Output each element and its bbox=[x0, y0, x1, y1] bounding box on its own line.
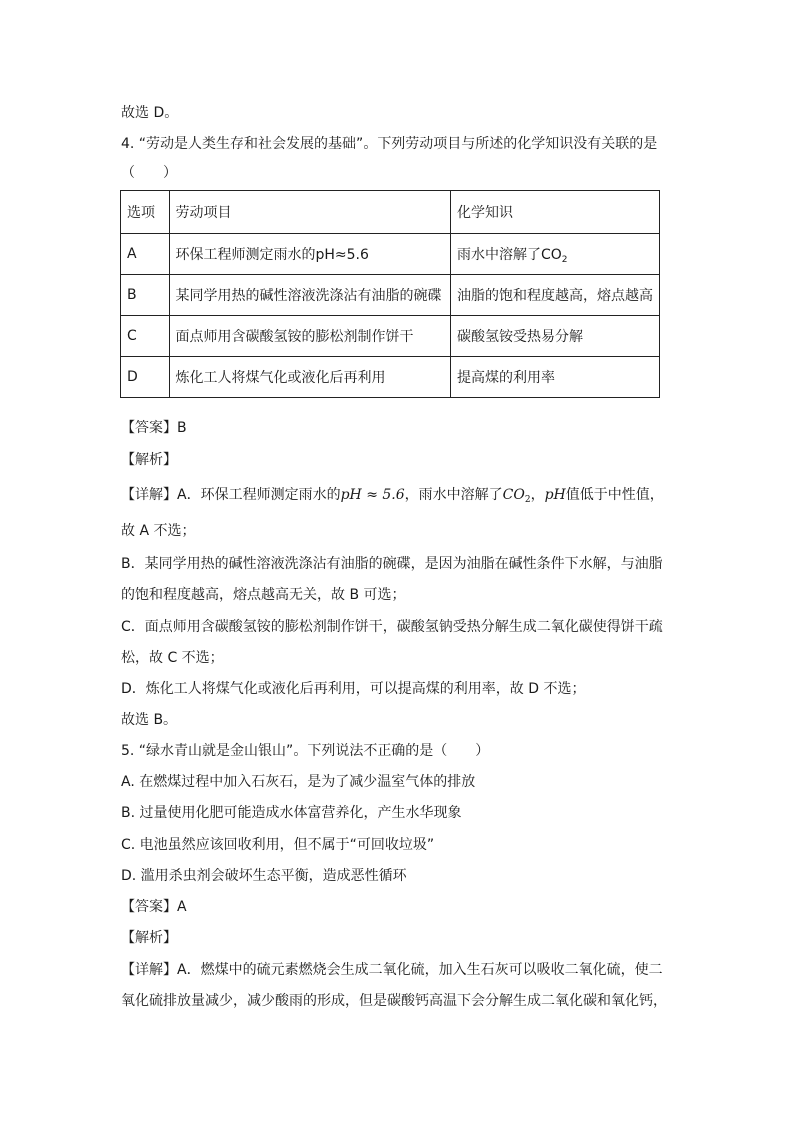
row-option: B bbox=[121, 275, 170, 316]
table-row bbox=[121, 234, 660, 275]
question-4-detail-d: D．炼化工人将煤气化或液化后再利用，可以提高煤的利用率，故 D 不选； bbox=[121, 681, 586, 697]
question-4-analysis-label: 【解析】 bbox=[121, 452, 177, 468]
row-option: C bbox=[121, 316, 170, 357]
header-chem-knowledge: 化学知识 bbox=[451, 191, 660, 234]
question-5-option-c: C. 电池虽然应该回收利用，但不属于“可回收垃圾” bbox=[121, 837, 435, 853]
question-5-analysis-label: 【解析】 bbox=[121, 930, 177, 946]
question-5-detail: 【详解】A．燃煤中的硫元素燃烧会生成二氧化硫，加入生石灰可以吸收二氧化硫，使二 bbox=[121, 962, 663, 978]
question-4-answer-bracket: （ ） bbox=[121, 165, 177, 181]
question-4-detail-c-cont: 松，故 C 不选； bbox=[121, 650, 224, 666]
question-5-option-b: B. 过量使用化肥可能造成水体富营养化，产生水华现象 bbox=[121, 805, 462, 821]
question-4-answer: 【答案】B bbox=[121, 420, 187, 436]
table-row bbox=[121, 316, 660, 357]
row-item: 某同学用热的碱性溶液洗涤沾有油脂的碗碟 bbox=[169, 275, 451, 316]
question-4-detail-a: 【详解】A．环保工程师测定雨水的pH ≈ 5.6，雨水中溶解了$CO_2$，pH值低于中性值， bbox=[121, 487, 664, 505]
header-option: 选项 bbox=[121, 191, 170, 234]
row-item: 环保工程师测定雨水的pH≈5.6 bbox=[169, 234, 451, 275]
question-4-detail-b: B．某同学用热的碱性溶液洗涤沾有油脂的碗碟，是因为油脂在碱性条件下水解，与油脂 bbox=[121, 556, 663, 572]
table-header-row bbox=[121, 191, 660, 234]
row-item: 面点师用含碳酸氢铵的膨松剂制作饼干 bbox=[169, 316, 451, 357]
row-option: A bbox=[121, 234, 170, 275]
question-4-detail-c: C．面点师用含碳酸氢铵的膨松剂制作饼干，碳酸氢钠受热分解生成二氧化碳使得饼干疏 bbox=[121, 619, 663, 635]
question-4-detail-b-cont: 的饱和程度越高，熔点越高无关，故 B 可选； bbox=[121, 587, 406, 603]
question-5-option-a: A. 在燃煤过程中加入石灰石，是为了减少温室气体的排放 bbox=[121, 774, 476, 790]
question-4-table bbox=[120, 190, 660, 398]
row-knowledge: 碳酸氢铵受热易分解 bbox=[451, 316, 660, 357]
header-labor-item: 劳动项目 bbox=[169, 191, 451, 234]
row-item: 炼化工人将煤气化或液化后再利用 bbox=[169, 357, 451, 398]
table-row bbox=[121, 357, 660, 398]
question-5-stem: 5. “绿水青山就是金山银山”。下列说法不正确的是（ ） bbox=[121, 743, 490, 759]
question-4-detail-a-cont: 故 A 不选； bbox=[121, 523, 196, 539]
question-4-stem: 4. “劳动是人类生存和社会发展的基础”。下列劳动项目与所述的化学知识没有关联的是 bbox=[121, 136, 658, 152]
question-5-detail-cont: 氧化硫排放量减少，减少酸雨的形成，但是碳酸钙高温下会分解生成二氧化碳和氧化钙， bbox=[121, 993, 667, 1009]
previous-conclusion: 故选 D。 bbox=[121, 105, 179, 121]
row-knowledge: 提高煤的利用率 bbox=[451, 357, 660, 398]
table-row bbox=[121, 275, 660, 316]
row-knowledge: 雨水中溶解了$CO_2$ bbox=[451, 234, 660, 275]
question-5-answer: 【答案】A bbox=[121, 899, 187, 915]
row-option: D bbox=[121, 357, 170, 398]
question-5-option-d: D. 滥用杀虫剂会破坏生态平衡，造成恶性循环 bbox=[121, 868, 407, 884]
row-knowledge: 油脂的饱和程度越高，熔点越高 bbox=[451, 275, 660, 316]
question-4-conclusion: 故选 B。 bbox=[121, 712, 178, 728]
